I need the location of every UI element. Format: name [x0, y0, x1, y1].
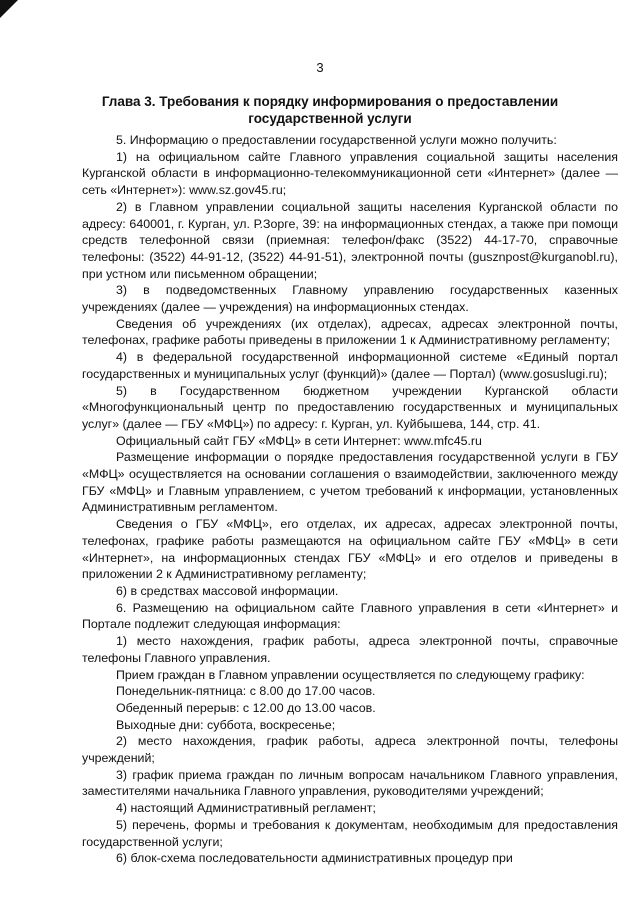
paragraph: 2) место нахождения, график работы, адреса электронной почты, телефоны учреждений; [82, 734, 618, 766]
page-number: 3 [316, 60, 324, 75]
paragraph: 2) в Главном управлении социальной защиты населения Курганской области по адресу: 640001, г. Курган, ул. Р.Зорге, 39: на информационных стендах, а также при помощи средств телефонной связи (приемная: телефон/факс (3522) 44-17-70, справочные телефоны: (3522) 44-91-12, (3522) 44-91-51), электронной почты (gusznpost@kurganobl.ru), при устном или письменном обращении; [82, 199, 618, 281]
paragraph: 6) в средствах массовой информации. [116, 583, 339, 598]
paragraph: Прием граждан в Главном управлении осуществляется по следующему графику: [116, 667, 585, 682]
paragraph: 6. Размещению на официальном сайте Главного управления в сети «Интернет» и Портале подлежит следующая информация: [82, 600, 618, 632]
paragraph: 5) в Государственном бюджетном учреждении Курганской области «Многофункциональный центр по предоставлению государственных и муниципальных услуг» (далее — ГБУ «МФЦ») по адресу: г. Курган, ул. Куйбышева, 144, стр. 41. [82, 383, 618, 431]
paragraph: Понедельник-пятница: с 8.00 до 17.00 часов. [116, 684, 376, 699]
paragraph: 3) график приема граждан по личным вопросам начальником Главного управления, заместителями начальника Главного управления, руководителями учреждений; [82, 767, 618, 799]
paragraph: 5. Информацию о предоставлении государственной услуги можно получить: [116, 133, 557, 147]
paragraph: 4) настоящий Административный регламент; [116, 801, 376, 816]
body-text [82, 132, 618, 867]
paragraph: Выходные дни: суббота, воскресенье; [116, 717, 336, 732]
paragraph: Обеденный перерыв: с 12.00 до 13.00 часов. [116, 700, 376, 715]
paragraph: Размещение информации о порядке предоставления государственной услуги в ГБУ «МФЦ» осуществляется на основании соглашения о взаимодействии, заключенного между ГБУ «МФЦ» и Главным управлением, с учетом требований к информации, установленных Административным регламентом. [82, 450, 618, 515]
paragraph: Официальный сайт ГБУ «МФЦ» в сети Интернет: www.mfc45.ru [116, 433, 482, 448]
paragraph: 3) в подведомственных Главному управлению государственных казенных учреждениях (далее — учреждения) на информационных стендах. [82, 283, 618, 315]
paragraph: 4) в федеральной государственной информационной системе «Единый портал государственных и муниципальных услуг (функций)» (далее — Портал) (www.gosuslugi.ru); [82, 350, 618, 381]
chapter-title: Глава 3. Требования к порядку информирования о предоставлении государственной услуги [101, 94, 559, 126]
paragraph: 6) блок-схема последовательности административных процедур при [116, 851, 513, 866]
paragraph: Сведения о ГБУ «МФЦ», его отделах, их адресах, адресах электронной почты, телефонах, графике работы размещаются на официальном сайте ГБУ «МФЦ» в сети «Интернет», на информационных стендах ГБУ «МФЦ» и его отделов и приведены в приложении 2 к Административному регламенту; [82, 517, 618, 582]
corner-mark [0, 0, 18, 18]
paragraph: 5) перечень, формы и требования к документам, необходимым для предоставления государственной услуги; [82, 817, 618, 849]
paragraph: 1) место нахождения, график работы, адреса электронной почты, справочные телефоны Главного управления. [82, 634, 618, 665]
paragraph: Сведения об учреждениях (их отделах), адресах, адресах электронной почты, телефонах, графике работы приведены в приложении 1 к Административному регламенту; [82, 316, 618, 348]
paragraph: 1) на официальном сайте Главного управления социальной защиты населения Курганской области в информационно-телекоммуникационной сети «Интернет» (далее — сеть «Интернет»): www.sz.gov45.ru; [82, 149, 618, 198]
